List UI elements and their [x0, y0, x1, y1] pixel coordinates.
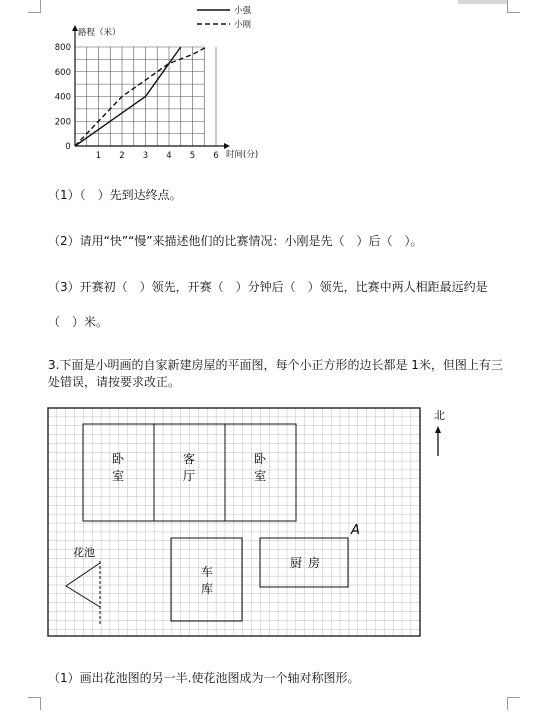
crop-mark [507, 0, 520, 13]
room-kitchen [260, 538, 348, 587]
room-label: 厨 [290, 556, 303, 570]
room-label: 室 [111, 469, 125, 483]
room-garage [171, 538, 242, 621]
y-tick-label: 600 [54, 67, 71, 78]
x-tick-label: 2 [119, 151, 125, 161]
flower-pool-label: 花池 [73, 546, 95, 559]
legend-label-1: 小刚 [234, 20, 252, 30]
room-label: 厅 [182, 469, 196, 483]
room-label: 室 [253, 469, 267, 483]
y-tick-label: 200 [54, 117, 71, 128]
room-label: 客 [182, 452, 196, 466]
room-label: 卧 [253, 452, 267, 466]
x-axis-label: 时间(分) [226, 150, 259, 160]
x-tick-label: 1 [95, 151, 102, 161]
floor-plan [40, 400, 510, 640]
chart-axes [72, 25, 230, 149]
north-arrow-head [435, 426, 441, 433]
x-tick-label: 0 [65, 142, 71, 152]
distance-time-chart [50, 0, 290, 172]
room-label: 库 [200, 582, 214, 596]
crop-mark [28, 697, 41, 710]
point-a-label: A [351, 523, 360, 538]
x-tick-label: 3 [142, 151, 149, 161]
x-axis-arrow [224, 143, 230, 149]
crop-mark [507, 697, 520, 710]
crop-mark [28, 0, 41, 13]
x-tick-label: 5 [189, 151, 196, 161]
y-tick-label: 400 [54, 92, 71, 103]
room-label: 车 [200, 565, 214, 579]
plan-grid [48, 408, 420, 636]
legend-label-0: 小强 [234, 6, 252, 16]
room-label: 房 [308, 556, 321, 570]
problem-3-text: 3.下面是小明画的自家新建房屋的平面图，每个小正方形的边长都是 1米，但图上有三处错误，请按要求改正。 [48, 358, 503, 389]
chart-legend [197, 5, 252, 30]
north-label: 北 [434, 409, 445, 422]
question-1: （1）（ ）先到达终点。 [48, 188, 182, 202]
room-label: 卧 [111, 452, 125, 466]
question-2: （2）请用“快”“慢”来描述他们的比赛情况：小刚是先（ ）后（ ）。 [48, 234, 423, 248]
question-3-line1: （3）开赛初（ ）领先，开赛（ ）分钟后（ ）领先，比赛中两人相距最远约是 [48, 280, 488, 294]
plan-question-1: （1）画出花池图的另一半.使花池图成为一个轴对称图形。 [48, 671, 360, 685]
x-tick-label: 4 [166, 151, 172, 161]
question-3-line2: （ ）米。 [48, 315, 109, 329]
page-top-mark [458, 0, 508, 4]
y-axis-label: 路程（米） [78, 28, 121, 38]
y-tick-label: 800 [54, 43, 71, 53]
x-tick-label: 6 [213, 151, 219, 161]
